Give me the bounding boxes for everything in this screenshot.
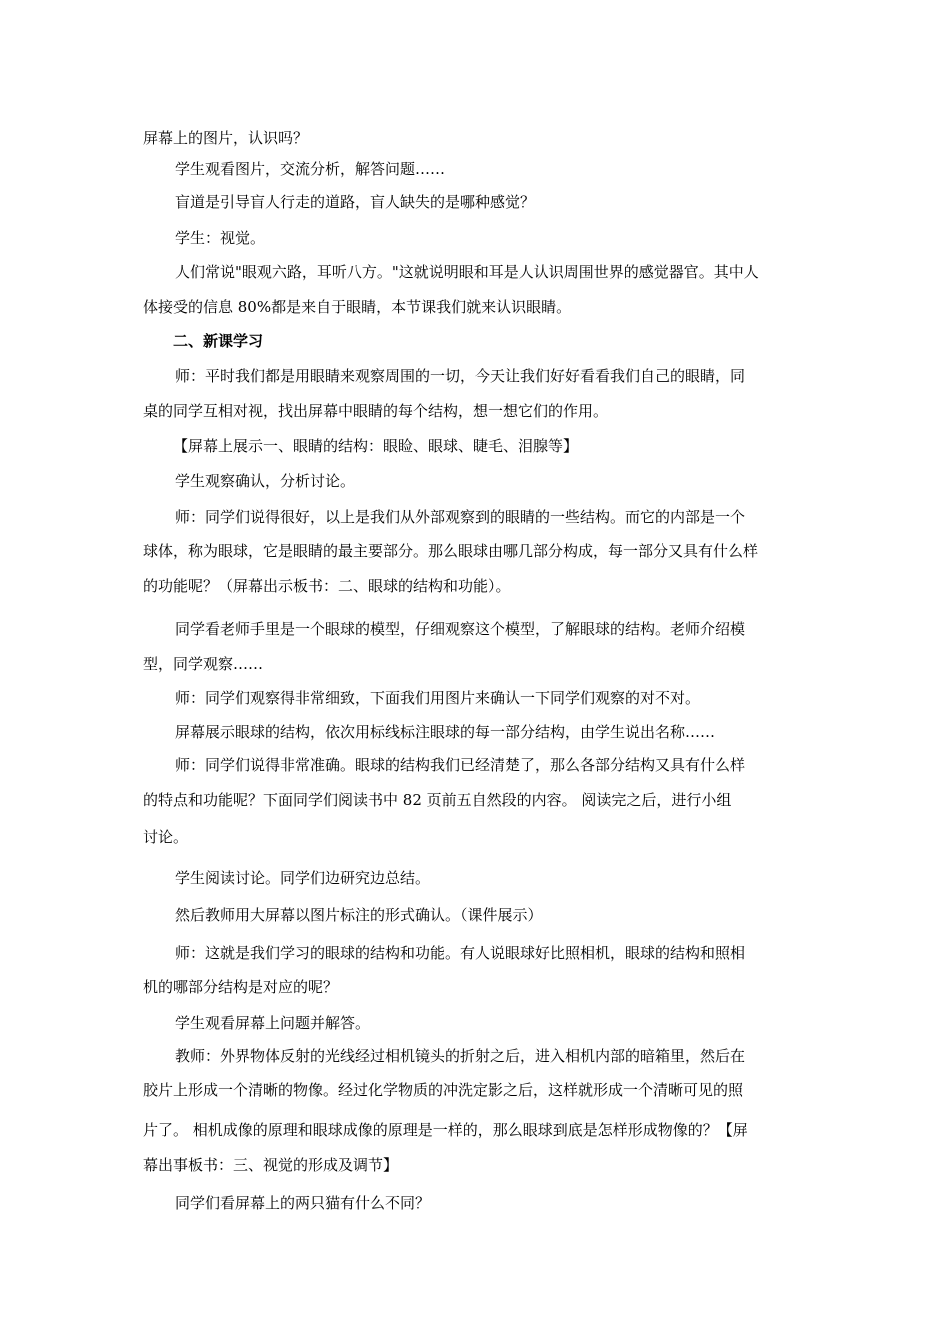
text-line: 胶片上形成一个清晰的物像。经过化学物质的冲洗定影之后，这样就形成一个清晰可见的照 [143, 1081, 744, 1099]
text-line: 的功能呢？（屏幕出示板书：二、眼球的结构和功能）。 [143, 577, 511, 595]
text-line: 讨论。 [143, 828, 189, 846]
text-line: 屏幕上的图片，认识吗？ [143, 129, 309, 147]
text-line: 学生观看屏幕上问题并解答。 [175, 1014, 371, 1032]
text-line: 学生阅读讨论。同学们边研究边总结。 [175, 869, 431, 887]
text-line: 师：同学们观察得非常细致，下面我们用图片来确认一下同学们观察的对不对。 [175, 689, 701, 707]
text-line: 屏幕展示眼球的结构，依次用标线标注眼球的每一部分结构，由学生说出名称…… [175, 723, 716, 741]
text-line: 人们常说"眼观六路，耳听八方。"这就说明眼和耳是人认识周围世界的感觉器官。其中人 [175, 263, 759, 281]
text-line: 同学看老师手里是一个眼球的模型，仔细观察这个模型，了解眼球的结构。老师介绍模 [175, 620, 746, 638]
text-line: 师：这就是我们学习的眼球的结构和功能。有人说眼球好比照相机，眼球的结构和照相 [175, 944, 746, 962]
text-line: 盲道是引导盲人行走的道路，盲人缺失的是哪种感觉？ [175, 193, 536, 211]
text-line: 师：平时我们都是用眼睛来观察周围的一切，今天让我们好好看看我们自己的眼睛，同 [175, 367, 746, 385]
text-line: 学生：视觉。 [175, 229, 266, 247]
text-line: 学生观察确认，分析讨论。 [175, 472, 356, 490]
text-line: 【屏幕上展示一、眼睛的结构：眼睑、眼球、睫毛、泪腺等】 [173, 437, 579, 455]
text-line: 的特点和功能呢？下面同学们阅读书中 82 页前五自然段的内容。 阅读完之后，进行小组 [143, 791, 732, 809]
text-line: 教师：外界物体反射的光线经过相机镜头的折射之后，进入相机内部的暗箱里，然后在 [175, 1047, 746, 1065]
text-line: 球体，称为眼球，它是眼睛的最主要部分。那么眼球由哪几部分构成，每一部分又具有什么样 [143, 542, 759, 560]
text-line: 师：同学们说得非常准确。眼球的结构我们已经清楚了，那么各部分结构又具有什么样 [175, 756, 746, 774]
text-line: 型，同学观察…… [143, 655, 264, 673]
text-line: 机的哪部分结构是对应的呢？ [143, 978, 339, 996]
text-line: 师：同学们说得很好，以上是我们从外部观察到的眼睛的一些结构。而它的内部是一个 [175, 508, 746, 526]
text-line: 桌的同学互相对视，找出屏幕中眼睛的每个结构，想一想它们的作用。 [143, 402, 609, 420]
text-line: 幕出事板书：三、视觉的形成及调节】 [143, 1156, 399, 1174]
text-line: 同学们看屏幕上的两只猫有什么不同？ [175, 1194, 431, 1212]
text-line: 然后教师用大屏幕以图片标注的形式确认。（课件展示） [175, 906, 543, 924]
section-heading: 二、新课学习 [173, 332, 264, 350]
text-line: 片了。 相机成像的原理和眼球成像的原理是一样的，那么眼球到底是怎样形成物像的？【屏 [143, 1121, 748, 1139]
text-line: 学生观看图片，交流分析，解答问题…… [175, 160, 446, 178]
text-line: 体接受的信息 80%都是来自于眼睛，本节课我们就来认识眼睛。 [143, 298, 572, 316]
